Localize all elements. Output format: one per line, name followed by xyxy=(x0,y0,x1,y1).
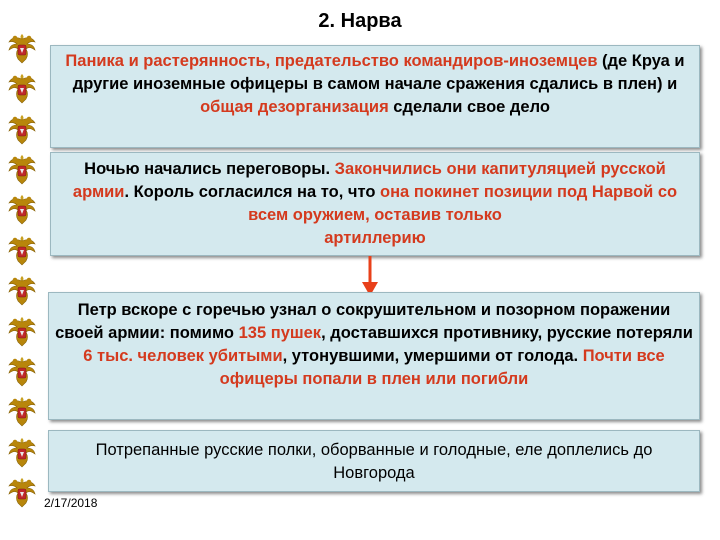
text-segment: Потрепанные русские полки, оборванные и голодные, еле доплелись до Новгорода xyxy=(95,441,653,482)
double-headed-eagle-icon xyxy=(4,434,40,470)
text-highlight: артиллерию xyxy=(324,229,426,247)
double-headed-eagle-icon xyxy=(4,111,40,147)
double-headed-eagle-icon xyxy=(4,272,40,308)
text-highlight: Почти все офицеры попали в плен или погибли xyxy=(219,347,665,388)
emblem-column xyxy=(0,30,44,510)
double-headed-eagle-icon xyxy=(4,70,40,106)
text-segment: Петр вскоре с горечью узнал о сокрушительном и позорном поражении своей армии: помимо xyxy=(55,301,671,342)
text-block-defeat xyxy=(48,292,700,420)
text-segment: , утонувшими, умершими от голода. xyxy=(282,347,583,365)
double-headed-eagle-icon xyxy=(4,191,40,227)
text-segment: (де Круа и другие иноземные офицеры в самом начале сражения сдались в плен) и xyxy=(72,52,685,93)
text-highlight: Паника и растерянность, предательство командиров-иноземцев xyxy=(65,52,598,70)
text-highlight: общая дезорганизация xyxy=(200,98,389,116)
text-segment: , доставшихся противнику, русские потеряли xyxy=(321,324,693,342)
text-segment: сделали свое дело xyxy=(388,98,550,116)
page-title: 2. Нарва xyxy=(318,10,402,32)
text-block-panic xyxy=(50,45,700,148)
slide-date: 2/17/2018 xyxy=(44,496,98,510)
text-highlight: 6 тыс. человек убитыми xyxy=(83,347,283,365)
double-headed-eagle-icon xyxy=(4,151,40,187)
double-headed-eagle-icon xyxy=(4,393,40,429)
double-headed-eagle-icon xyxy=(4,30,40,66)
text-block-novgorod xyxy=(48,430,700,492)
arrow-down-icon xyxy=(360,256,380,296)
text-highlight: 135 пушек xyxy=(238,324,322,342)
double-headed-eagle-icon xyxy=(4,232,40,268)
double-headed-eagle-icon xyxy=(4,313,40,349)
text-segment: . Король согласился на то, что xyxy=(124,183,381,201)
double-headed-eagle-icon xyxy=(4,474,40,510)
text-block-negotiations xyxy=(50,152,700,256)
text-highlight: она покинет позиции под Нарвой со всем оружием, оставив только xyxy=(248,183,678,224)
text-highlight: Закончились они капитуляцией русской армии xyxy=(72,160,666,201)
double-headed-eagle-icon xyxy=(4,353,40,389)
text-segment: Ночью начались переговоры. xyxy=(84,160,335,178)
